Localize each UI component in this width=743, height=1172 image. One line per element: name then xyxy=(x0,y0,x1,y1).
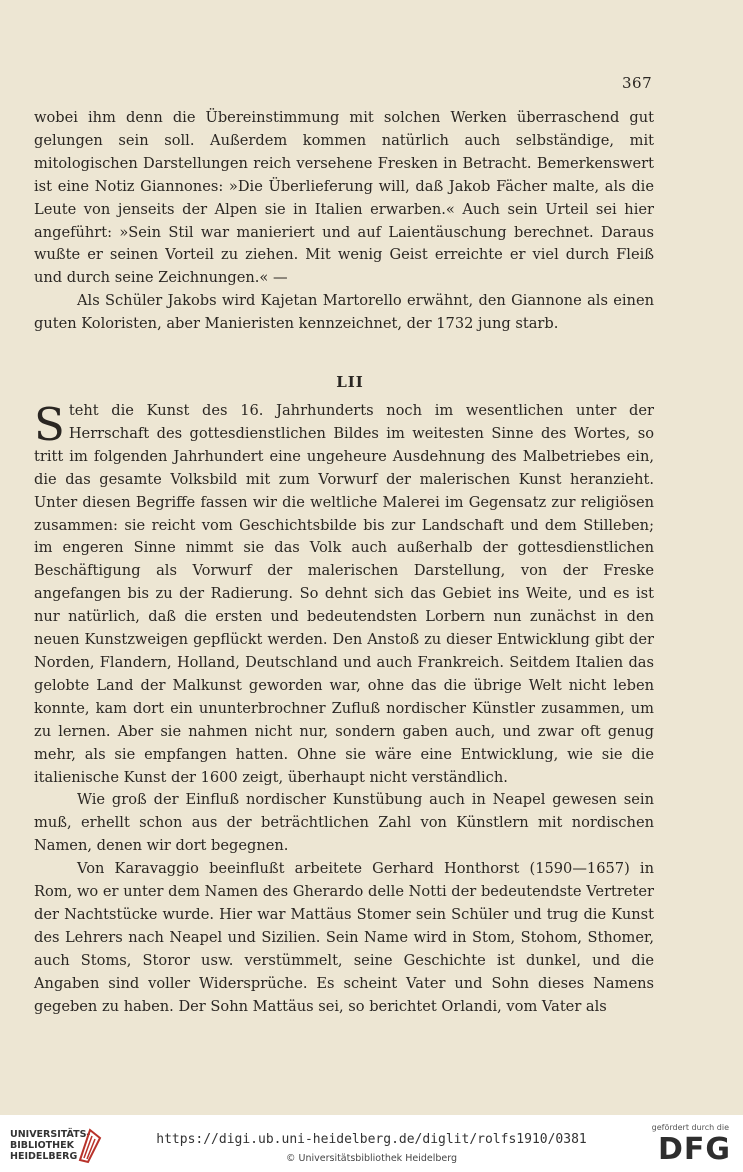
permalink-link[interactable]: https://digi.ub.uni-heidelberg.de/diglit/rolfs1910/0381 xyxy=(156,1132,587,1147)
paragraph: wobei ihm denn die Übereinstimmung mit solchen Werken überraschend gut gelungen sein soll. Außerdem kommen natürlich auch selbständige, mit mitologischen Darstellungen reich versehene Fresken in Betracht. Bemerkenswert ist eine Notiz Giannones: »Die Überlieferung will, daß Jakob Fächer malte, als die Leute von jenseits der Alpen sie in Italien erwarben.« Auch sein Urteil sei hier angeführt: »Sein Stil war manieriert und auf Laientäuschung berechnet. Daraus wußte er seinen Vorteil zu ziehen. Mit wenig Geist erreichte er viel durch Fleiß und durch seine Zeichnungen.« — xyxy=(34,109,654,287)
text-block-section xyxy=(34,400,654,1018)
paragraph: Als Schüler Jakobs wird Kajetan Martorello erwähnt, den Giannone als einen guten Koloristen, aber Manieristen kennzeichnet, der 1732 jung starb. xyxy=(34,292,654,333)
paragraph xyxy=(34,400,654,789)
paragraph: Von Karavaggio beeinflußt arbeitete Gerhard Honthorst (1590—1657) in Rom, wo er unter dem Namen des Gherardo delle Notti der bedeutendste Vertreter der Nachtstücke wurde. Hier war Mattäus Stomer sein Schüler und trug die Kunst des Lehrers nach Neapel und Sizilien. Sein Name wird in Stom, Stohom, Sthomer, auch Stoms, Storor usw. verstümmelt, seine Geschichte ist dunkel, und die Angaben sind voller Widersprüche. Es scheint Vater und Sohn dieses Namens gegeben zu haben. Der Sohn Mattäus sei, so berichtet Orlandi, vom Vater als xyxy=(34,860,654,1015)
permalink[interactable] xyxy=(0,1132,743,1147)
paragraph-text: teht die Kunst des 16. Jahrhunderts noch im wesentlichen unter der Herrschaft des gottesdienstlichen Bildes im weitesten Sinne des Wortes, so tritt im folgenden Jahrhundert eine ungeheure Ausdehnung des Malbetriebes ein, die das gesamte Volksbild mit zum Vorwurf der malerischen Kunst heranzieht. Unter diesen Begriffe fassen wir die weltliche Malerei im Gegensatz zur religiösen zusammen: sie reicht vom Geschichtsbilde bis zur Landschaft und dem Stilleben; im engeren Sinne nimmt sie das Volk auch außerhalb der gottesdienstlichen Beschäftigung als Vorwurf der malerischen Darstellung, von der Freske angefangen bis zu der Radierung. So dehnt sich das Gebiet ins Weite, und es ist nur natürlich, daß die ersten und bedeutendsten Lorbern nun zunächst in den neuen Kunstzweigen gepflückt werden. Den Anstoß zu dieser Entwicklung gibt der Norden, Flandern, Holland, Deutschland und auch Frankreich. Seitdem Italien das gelobte Land der Malkunst geworden war, ohne das die übrige Welt nicht leben konnte, kam dort ein ununterbrochner Zufluß nordischer Künstler zusammen, um zu lernen. Aber sie nahmen nicht nur, sondern gaben auch, und zwar oft genug mehr, als sie empfangen hatten. Ohne sie wäre eine Entwicklung, wie sie die italienische Kunst der 1600 zeigt, überhaupt nicht verständlich. xyxy=(34,402,654,786)
copyright-text: © Universitätsbibliothek Heidelberg xyxy=(285,1153,457,1164)
paragraph: Wie groß der Einfluß nordischer Kunstübung auch in Neapel gewesen sein muß, erhellt schon aus der beträchtlichen Zahl von Künstlern mit nordischen Namen, denen wir dort begegnen. xyxy=(34,791,654,855)
library-name-line: HEIDELBERG xyxy=(10,1151,78,1162)
section-heading: LII xyxy=(336,373,364,391)
page-number: 367 xyxy=(622,74,653,92)
library-name-line: UNIVERSITÄTS- xyxy=(10,1129,91,1140)
dfg-logo: DFG xyxy=(657,1132,731,1167)
drop-cap: S xyxy=(34,398,65,451)
text-block-top xyxy=(34,107,654,336)
library-name-line: BIBLIOTHEK xyxy=(10,1140,74,1151)
funding-note: gefördert durch die xyxy=(651,1123,729,1132)
footer-bar xyxy=(0,1115,743,1172)
